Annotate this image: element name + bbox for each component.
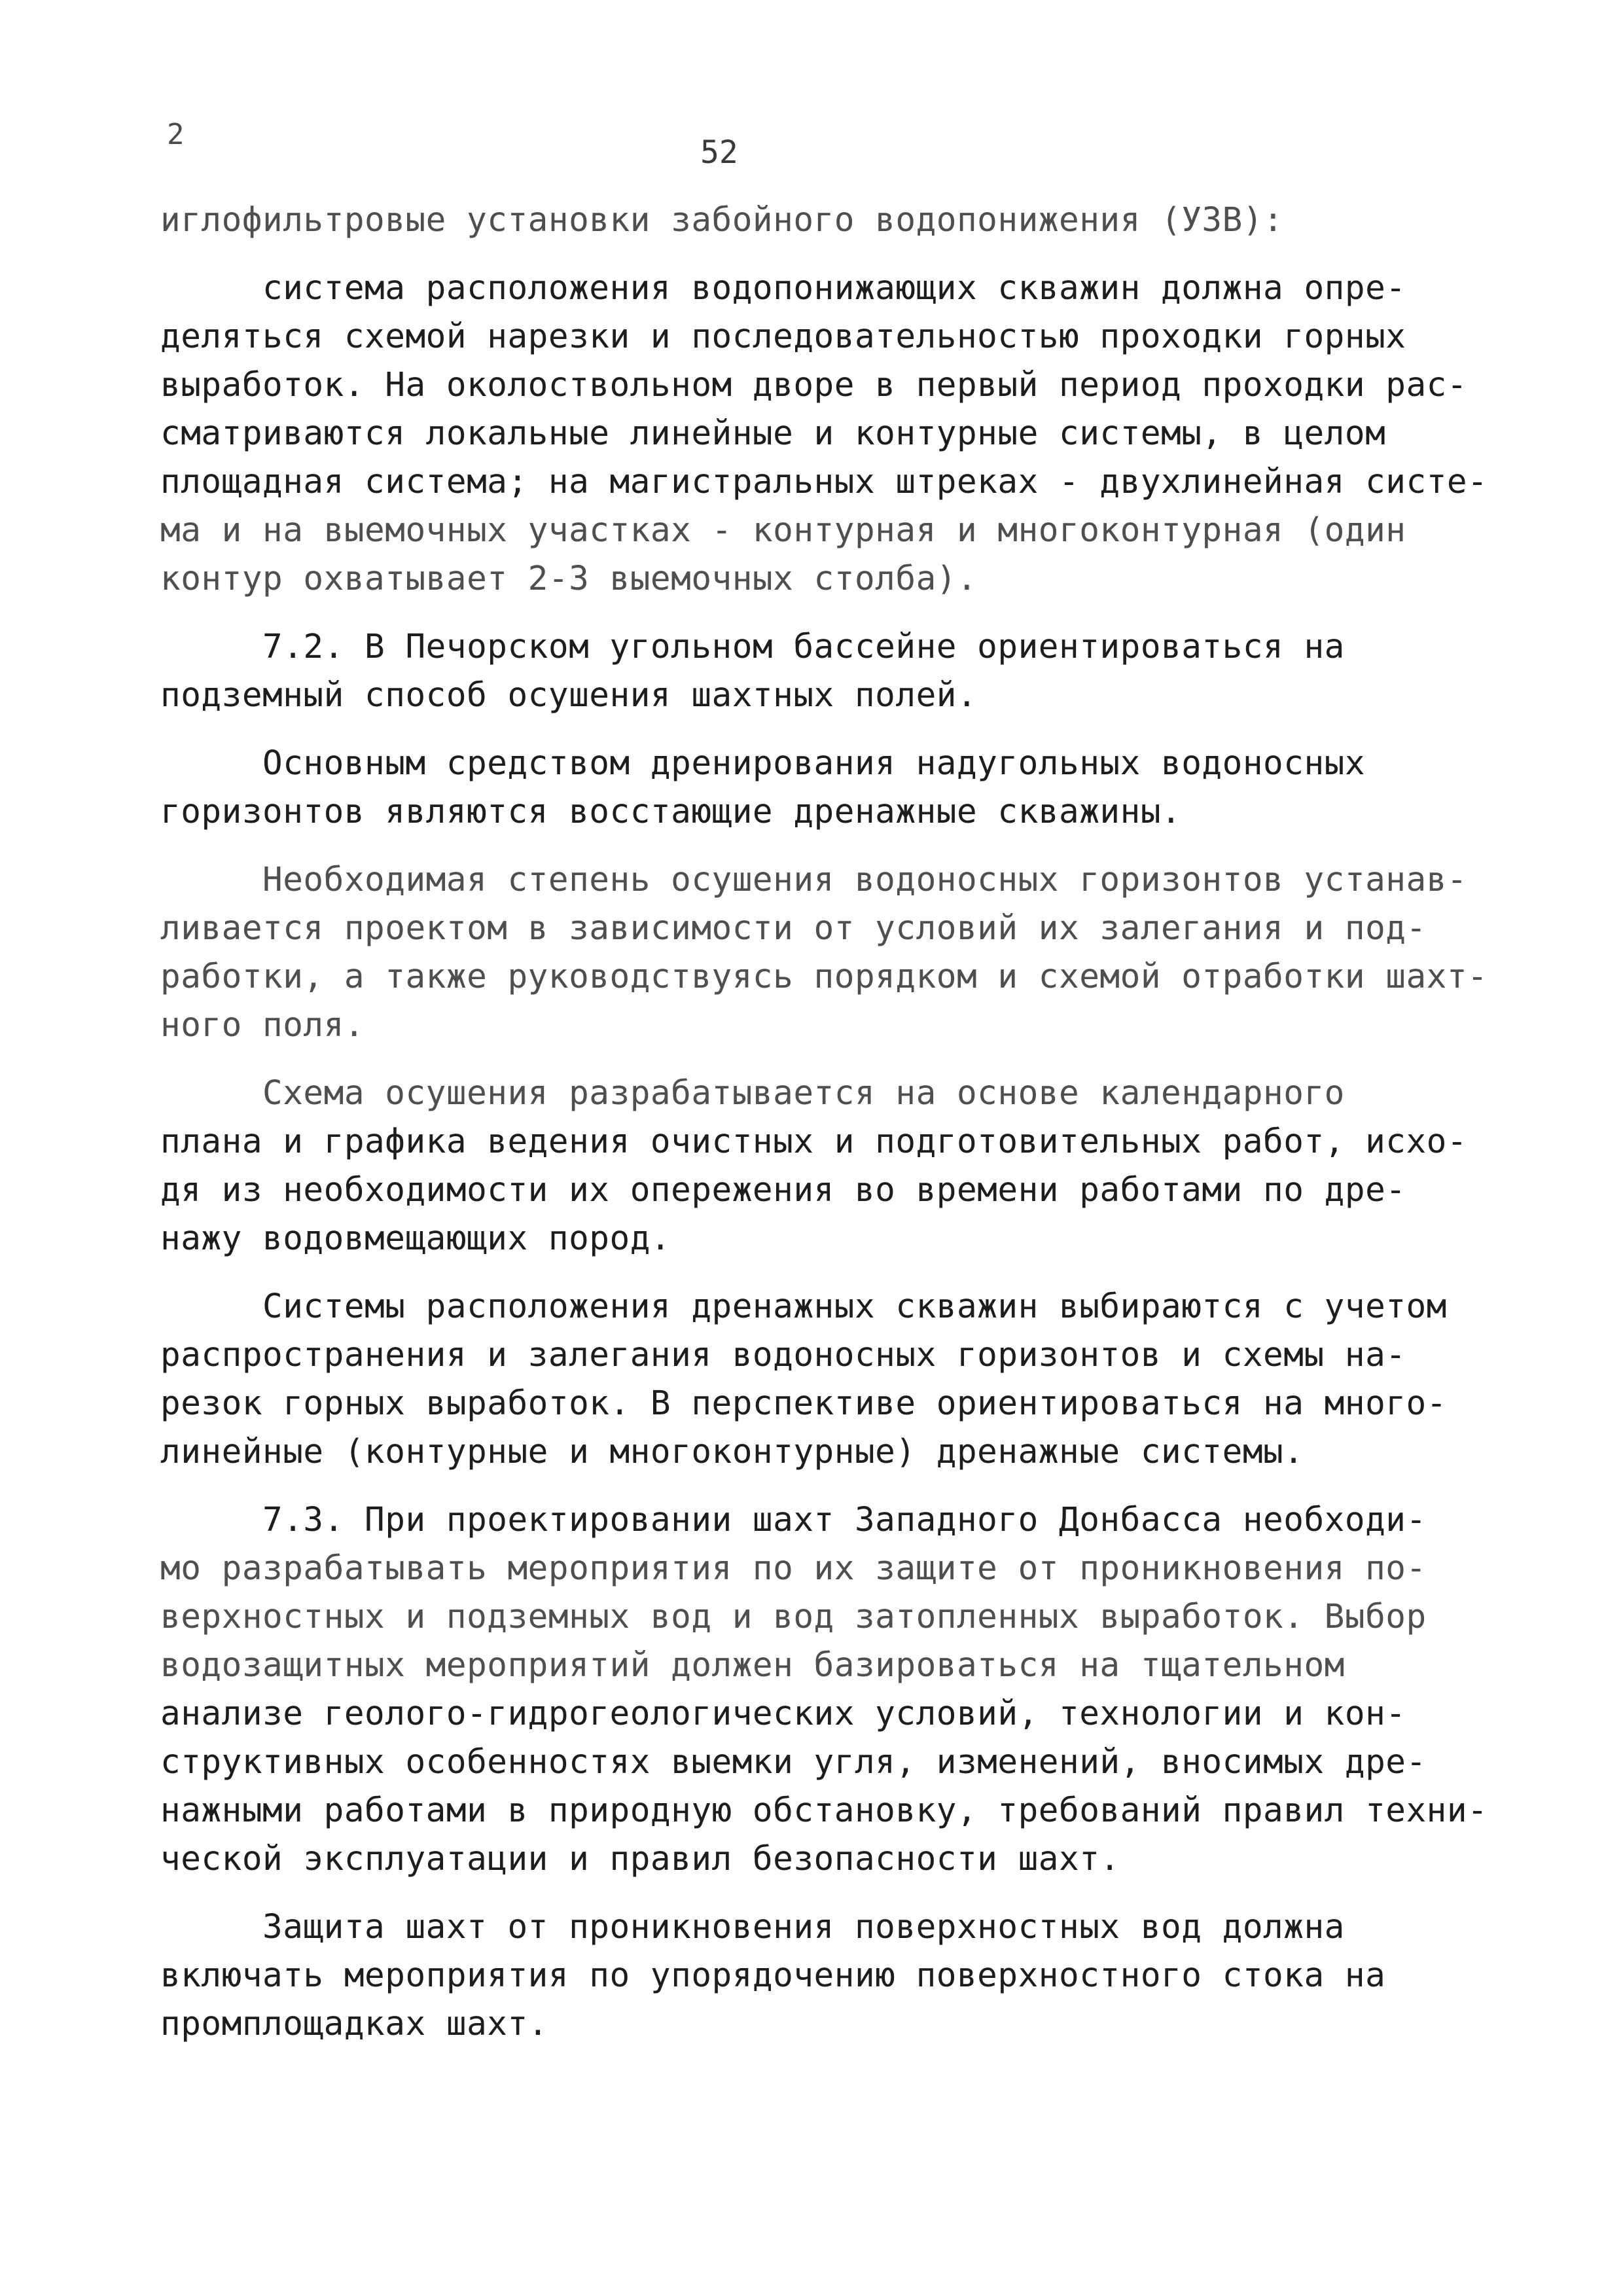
text-line: иглофильтровые установки забойного водопонижения (УЗВ): bbox=[160, 201, 1284, 240]
text-line: 7.2. В Печорском угольном бассейне ориентироваться на bbox=[160, 628, 1345, 666]
text-line: система расположения водопонижающих скважин должна опре- bbox=[160, 269, 1406, 308]
page-number: 52 bbox=[700, 134, 738, 171]
text-line: линейные (контурные и многоконтурные) дренажные системы. bbox=[160, 1433, 1304, 1471]
corner-mark: 2 bbox=[167, 118, 185, 151]
text-line: промплощадках шахт. bbox=[160, 2005, 548, 2043]
text-line: мо разрабатывать мероприятия по их защите от проникновения по- bbox=[160, 1549, 1427, 1588]
text-line: сматриваются локальные линейные и контурные системы, в целом bbox=[160, 414, 1386, 453]
text-line: подземный способ осушения шахтных полей. bbox=[160, 676, 978, 715]
text-line: ческой эксплуатации и правил безопасности шахт. bbox=[160, 1840, 1120, 1878]
text-line: структивных особенностях выемки угля, изменений, вносимых дре- bbox=[160, 1743, 1427, 1782]
text-line: водозащитных мероприятий должен базироваться на тщательном bbox=[160, 1646, 1345, 1685]
text-line: площадная система; на магистральных штреках - двухлинейная систе- bbox=[160, 463, 1488, 501]
text-line: 7.3. При проектировании шахт Западного Донбасса необходи- bbox=[160, 1501, 1427, 1539]
text-line: Необходимая степень осушения водоносных горизонтов устанав- bbox=[160, 861, 1468, 899]
text-line: Системы расположения дренажных скважин выбираются с учетом bbox=[160, 1287, 1447, 1326]
text-line: ливается проектом в зависимости от условий их залегания и под- bbox=[160, 909, 1427, 948]
text-line: Основным средством дренирования надугольных водоносных bbox=[160, 744, 1366, 783]
text-line: выработок. На околоствольном дворе в первый период проходки рас- bbox=[160, 366, 1468, 404]
text-line: Схема осушения разрабатывается на основе календарного bbox=[160, 1074, 1345, 1113]
text-line: нажу водовмещающих пород. bbox=[160, 1219, 671, 1258]
text-line: ма и на выемочных участках - контурная и многоконтурная (один bbox=[160, 511, 1406, 550]
text-line: верхностных и подземных вод и вод затопленных выработок. Выбор bbox=[160, 1598, 1427, 1636]
text-line: делятьcя схемой нарезки и последовательностью проходки горных bbox=[160, 317, 1406, 356]
body-text bbox=[160, 196, 1495, 2049]
text-line: распространения и залегания водоносных горизонтов и схемы на- bbox=[160, 1336, 1406, 1374]
text-line: контур охватывает 2-3 выемочных столба). bbox=[160, 560, 978, 598]
text-line: дя из необходимости их опережения во времени работами по дре- bbox=[160, 1171, 1406, 1210]
text-line: включать мероприятия по упорядочению поверхностного стока на bbox=[160, 1956, 1386, 1995]
text-line: ного поля. bbox=[160, 1006, 365, 1045]
text-line: работки, а также руководствуясь порядком и схемой отработки шахт- bbox=[160, 958, 1488, 996]
text-line: плана и графика ведения очистных и подготовительных работ, исхо- bbox=[160, 1122, 1468, 1161]
text-line: анализе геолого-гидрогеологических условий, технологии и кон- bbox=[160, 1695, 1406, 1733]
text-line: резок горных выработок. В перспективе ориентироваться на много- bbox=[160, 1384, 1447, 1423]
text-line: нажными работами в природную обстановку, требований правил техни- bbox=[160, 1791, 1488, 1830]
text-line: горизонтов являются восстающие дренажные скважины. bbox=[160, 793, 1182, 831]
text-line: Защита шахт от проникновения поверхностных вод должна bbox=[160, 1908, 1345, 1946]
